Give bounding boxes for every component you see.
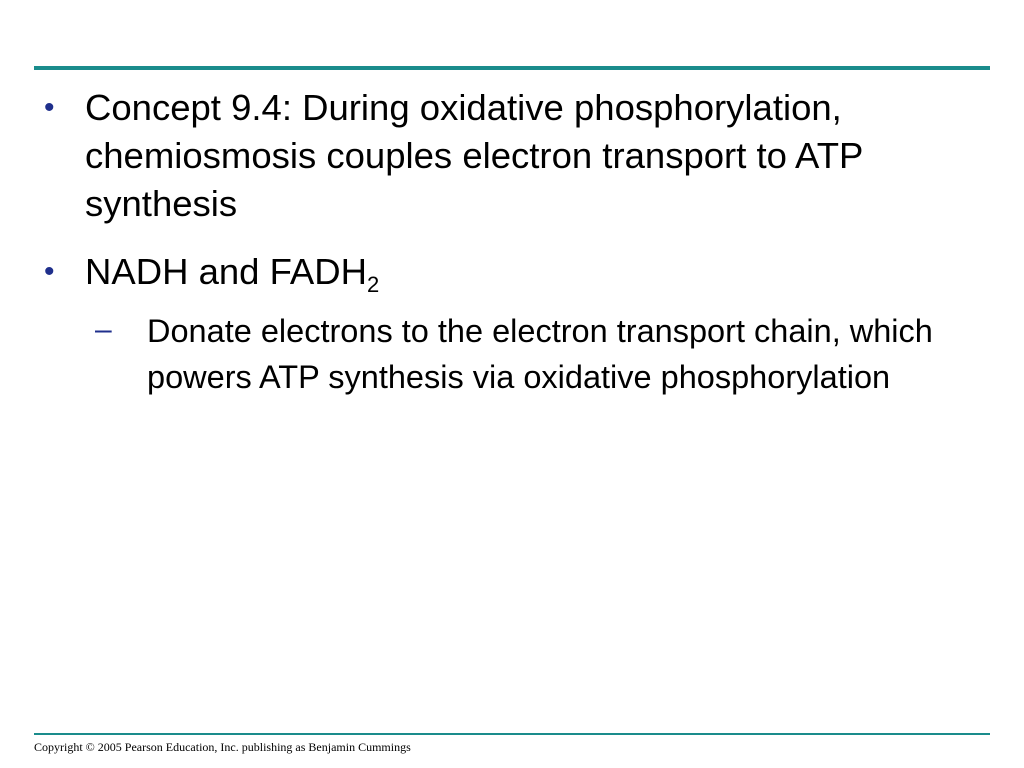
sub-bullet-donate bbox=[40, 308, 990, 400]
bullet-concept bbox=[40, 84, 990, 228]
top-divider-line bbox=[34, 66, 990, 70]
copyright-footer: Copyright © 2005 Pearson Education, Inc. publishing as Benjamin Cummings bbox=[34, 740, 411, 754]
fadh-subscript: 2 bbox=[366, 272, 380, 297]
bottom-divider-line bbox=[34, 733, 990, 735]
sub-bullet-donate-text: Donate electrons to the electron transport chain, which powers ATP synthesis via oxidative phosphorylation bbox=[147, 313, 933, 395]
bullet-nadh-text: NADH and FADH bbox=[85, 251, 367, 292]
bullet-dot-icon: • bbox=[44, 91, 55, 124]
slide-content bbox=[40, 84, 990, 400]
bullet-dot-icon: • bbox=[44, 255, 55, 288]
dash-marker-icon: – bbox=[95, 313, 112, 346]
bullet-nadh bbox=[40, 248, 990, 296]
bullet-concept-text: Concept 9.4: During oxidative phosphorylation, chemiosmosis couples electron transport to ATP synthesis bbox=[85, 87, 863, 224]
